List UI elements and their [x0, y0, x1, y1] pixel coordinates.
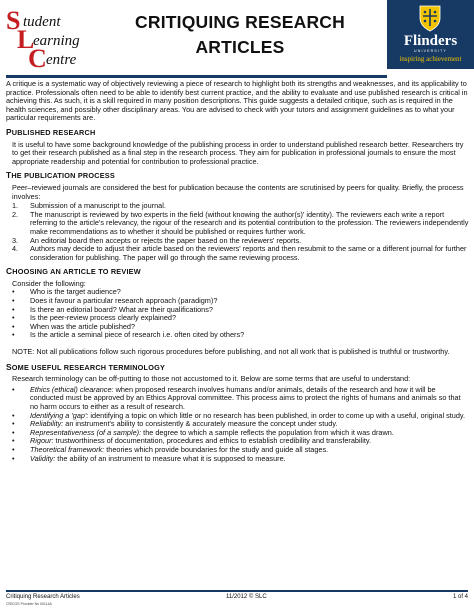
heading-publication-process: THE PUBLICATION PROCESS [6, 170, 115, 181]
footer-cricos: CRICOS Provider No 00114A [6, 602, 52, 606]
logo-tagline: inspiring achievement [399, 55, 462, 63]
intro-paragraph: A critique is a systematic way of objectively reviewing a piece of research to highlight both its strengths and weaknesses, and its applicability to practice. Professionals often need to be able to identify best current practice, and the ability to evaluate and use published research is critical in achieving this. As such, it is a skill required in many position descriptions. This guide suggests a detailed critique, such as is required in the health sciences, and possibly other disciplinary areas. You are advised to check with your tutors and assignment guidelines as to what your particular requirements are. [6, 79, 468, 123]
process-paragraph: Peer–reviewed journals are considered the best for publication because the contents are scrutinised by peers for quality. Briefly, the process involves: [12, 182, 464, 201]
bullet-icon: • [12, 287, 15, 297]
note-paragraph: NOTE: Not all publications follow such rigorous procedures before publishing, and not all work that is published is truthful or trustworthy. [12, 347, 450, 357]
slc-logo [6, 6, 126, 73]
bullet-icon: • [12, 427, 15, 437]
bullet-icon: • [12, 330, 15, 340]
bullet-icon: • [12, 313, 15, 323]
bullet-icon: • [12, 296, 15, 306]
list-item: • Reliability: an instrument's ability to consistently & accurately measure the concept under study. [12, 419, 338, 429]
bullet-icon: • [12, 321, 15, 331]
terminology-paragraph: Research terminology can be off-putting to those not accustomed to it. Below are some terms that are useful to understand: [12, 374, 411, 384]
list-item: • Is the article a seminal piece of research i.e. often cited by others? [12, 330, 245, 340]
list-item: • Who is the target audience? [12, 287, 121, 297]
choosing-paragraph: Consider the following: [12, 278, 86, 288]
slc-initial-s: S [6, 6, 21, 35]
page-header [0, 0, 474, 78]
title-line-1: CRITIQUING RESEARCH [135, 12, 345, 32]
heading-choosing-article: CHOOSING AN ARTICLE TO REVIEW [6, 266, 141, 277]
list-item: • Validity: the ability of an instrument to measure what it is supposed to measure. [12, 453, 286, 463]
title-line-2: ARTICLES [195, 37, 285, 57]
slc-initial-c: C [28, 44, 47, 73]
footer-date-copyright: 11/2012 © SLC [226, 594, 267, 600]
bullet-icon: • [12, 410, 15, 420]
terminology-list [6, 386, 470, 463]
list-item: 2. The manuscript is reviewed by two experts in the field (without knowing the author(s)' identity). The reviewers each write a report referring to the article's relevancy, the rigour of the research and its potential contribution to the profession. The reviewers independently make recommendations as to whether it should be published or requires further work. [12, 209, 469, 236]
choosing-bullet-list [6, 288, 470, 340]
list-item: • When was the article published? [12, 321, 136, 331]
list-item: • Ethics (ethical) clearance: when proposed research involves humans and/or animals, details of the research and how it will be conducted must be approved by an Ethics Approval committee. This process aims to protect the rights of humans and animals so that no harm occurs to either as a result of research. [12, 384, 461, 411]
page-title [120, 10, 360, 60]
bullet-icon: • [12, 436, 15, 446]
page-footer [6, 590, 468, 606]
slc-word-centre: entre [46, 52, 77, 68]
list-item: 4. Authors may decide to adjust their article based on the reviewers' reports and then resubmit to the same or a different journal for further consideration for publishing. The paper will go through the same reviewing process. [12, 244, 467, 262]
footer-page-number: 1 of 4 [452, 594, 468, 600]
bullet-icon: • [12, 384, 15, 394]
crest-icon [418, 4, 442, 32]
bullet-icon: • [12, 304, 15, 314]
slc-initial-l: L [17, 25, 35, 54]
heading-research-terminology: SOME USEFUL RESEARCH TERMINOLOGY [6, 361, 166, 372]
list-item: • Does it favour a particular research approach (paradigm)? [12, 296, 218, 306]
list-item: • Is there an editorial board? What are their qualifications? [12, 304, 213, 314]
slc-word-learning: earning [33, 33, 80, 49]
bullet-icon: • [12, 444, 15, 454]
logo-name: Flinders [403, 33, 458, 49]
document-body [6, 80, 470, 463]
bullet-icon: • [12, 453, 15, 463]
list-item: 1. Submission of a manuscript to the journal. [12, 201, 166, 211]
list-item: • Theoretical framework: theories which provide boundaries for the study and guide all stages. [12, 444, 329, 454]
list-item: • Identifying a 'gap': identifying a topic on which little or no research has been published, in order to come up with a useful, original study. [12, 410, 466, 420]
published-paragraph: It is useful to have some background knowledge of the publishing process in order to understand published research better. Researchers try to get their research published as a final step in the research process. They aim for publication in professional journals to ensure the most appropriate readership and potential for contribution to professional practice. [12, 139, 464, 166]
logo-university: UNIVERSITY [413, 49, 447, 53]
list-item: • Representativeness (of a sample): the degree to which a sample reflects the population from which it was drawn. [12, 427, 394, 437]
list-item: 3. An editorial board then accepts or rejects the paper based on the reviewers' reports. [12, 235, 302, 245]
slc-word-student: tudent [23, 14, 61, 30]
process-steps-list [6, 202, 470, 262]
heading-published-research: PUBLISHED RESEARCH [6, 126, 96, 137]
flinders-logo [387, 0, 474, 69]
footer-document-title: Critiquing Research Articles [6, 594, 80, 600]
list-item: • Is the peer-review process clearly explained? [12, 313, 177, 323]
list-item: • Rigour: trustworthiness of documentation, procedures and ethics to establish credibility and transferability. [12, 436, 371, 446]
bullet-icon: • [12, 419, 15, 429]
header-rule [6, 75, 387, 78]
